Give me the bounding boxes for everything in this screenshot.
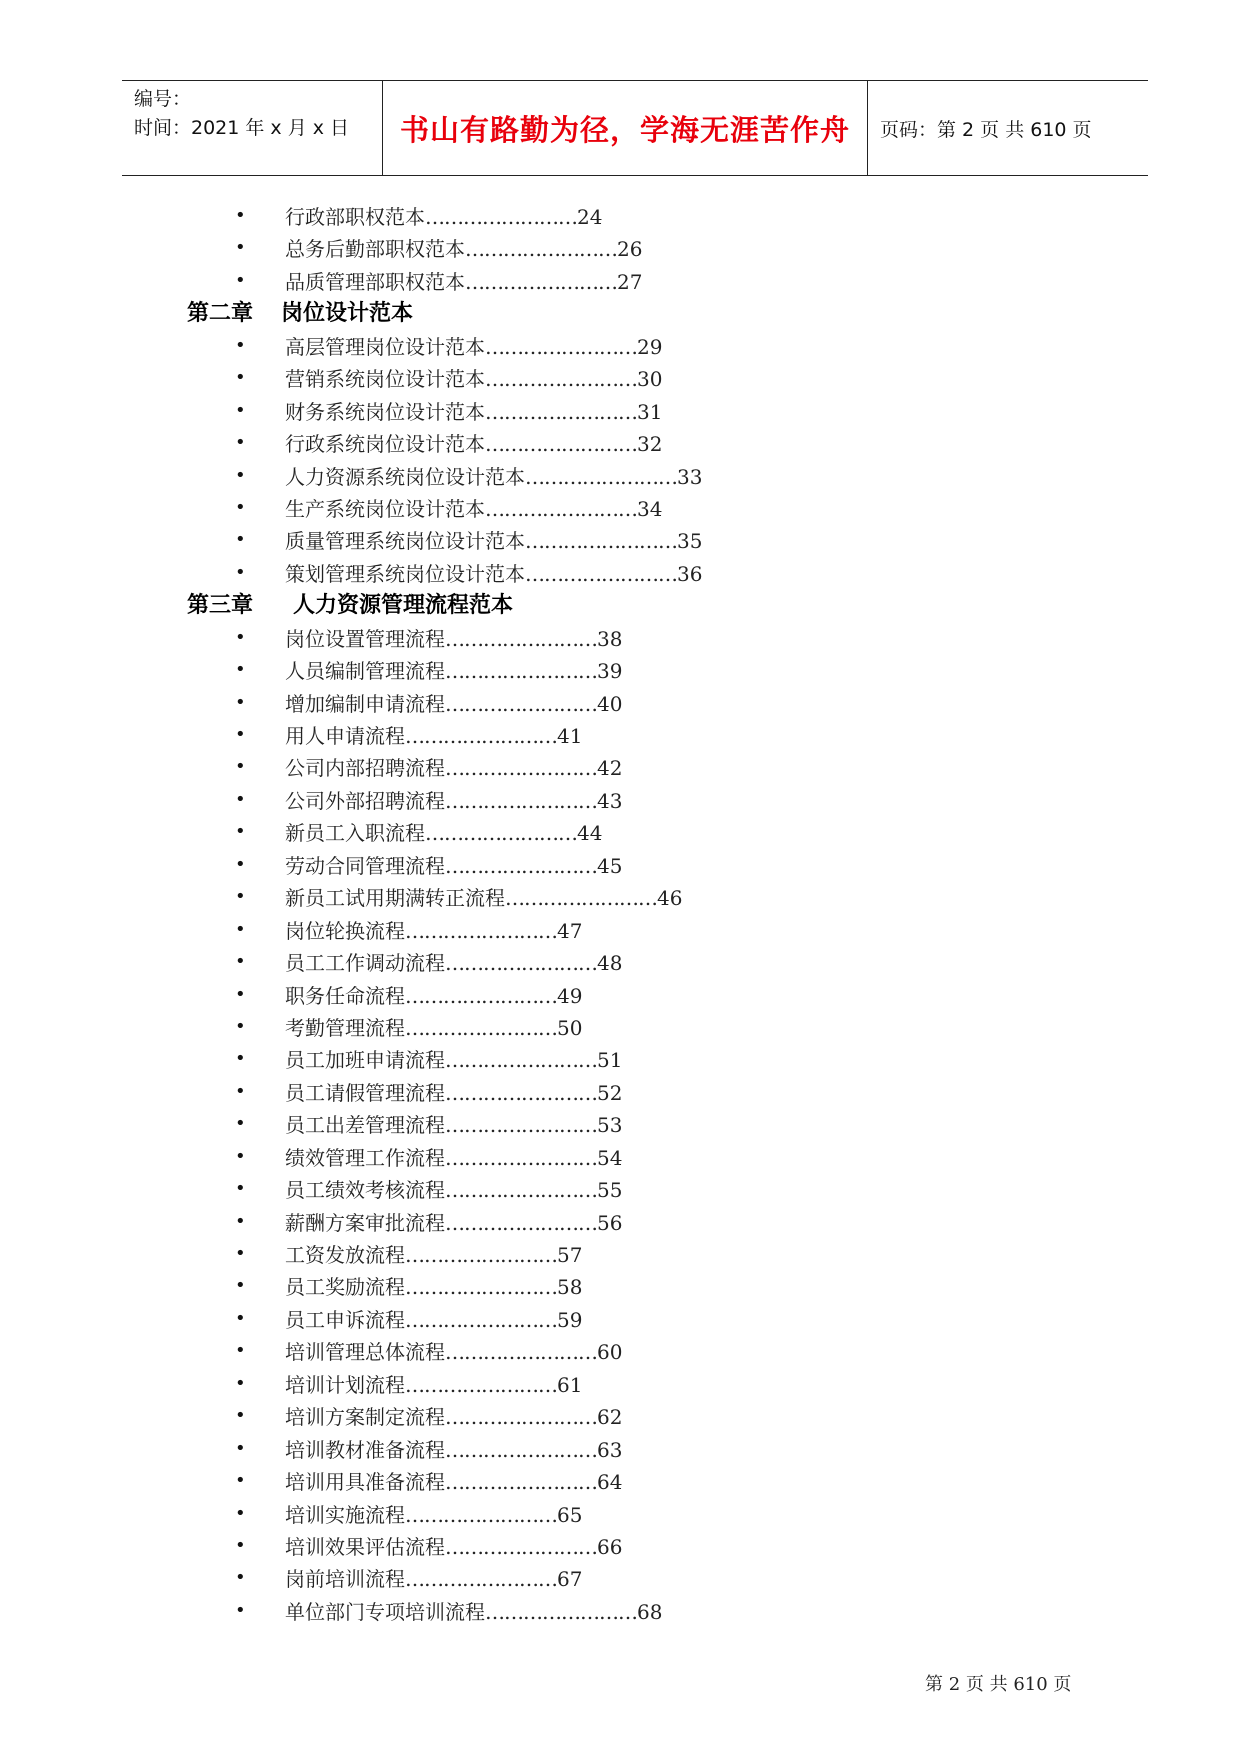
toc-item xyxy=(0,1111,1241,1143)
toc-item xyxy=(0,1079,1241,1111)
toc-entry-title: 总务后勤部职权范本 xyxy=(285,237,465,262)
toc-entry-title: 人员编制管理流程 xyxy=(285,659,445,684)
toc-page-number: 64 xyxy=(597,1470,623,1495)
toc-page-number: 50 xyxy=(557,1015,583,1040)
toc-page-number: 44 xyxy=(577,821,603,846)
toc-leader: …………………… xyxy=(405,1275,557,1300)
header-page-info: 页码：第 2 页 共 610 页 xyxy=(880,118,1092,141)
toc-entry-title: 培训教材准备流程 xyxy=(285,1437,445,1462)
bullet-icon: • xyxy=(235,853,246,875)
toc-item xyxy=(0,884,1241,916)
toc-entry-title: 人力资源系统岗位设计范本 xyxy=(285,464,525,489)
toc-page-number: 54 xyxy=(597,1145,623,1170)
bullet-icon: • xyxy=(235,788,246,810)
toc-entry xyxy=(285,1241,582,1269)
toc-entry xyxy=(285,1111,622,1139)
bullet-icon: • xyxy=(235,1048,246,1070)
bullet-icon: • xyxy=(235,724,246,745)
toc-entry-title: 岗前培训流程 xyxy=(285,1567,405,1592)
toc-entry xyxy=(285,1014,582,1042)
toc-leader: …………………… xyxy=(425,205,577,229)
toc-leader: …………………… xyxy=(405,724,557,748)
toc-entry-title: 绩效管理工作流程 xyxy=(285,1145,445,1170)
toc-entry xyxy=(285,949,622,977)
toc-page-number: 61 xyxy=(557,1372,583,1397)
toc-page-number: 48 xyxy=(597,951,623,976)
toc-entry-title: 公司内部招聘流程 xyxy=(285,756,445,781)
toc-entry xyxy=(285,1565,582,1593)
toc-item xyxy=(0,1468,1241,1500)
toc-leader: …………………… xyxy=(425,821,577,846)
bullet-icon: • xyxy=(235,1372,246,1394)
toc-entry-title: 增加编制申请流程 xyxy=(285,691,445,716)
toc-page-number: 68 xyxy=(637,1599,663,1624)
toc-entry-title: 营销系统岗位设计范本 xyxy=(285,367,485,392)
toc-entry-title: 岗位轮换流程 xyxy=(285,918,405,943)
toc-page-number: 67 xyxy=(557,1567,583,1592)
toc-item xyxy=(0,1371,1241,1403)
toc-entry xyxy=(285,1079,622,1107)
bullet-icon: • xyxy=(235,691,246,713)
chapter-title: 岗位设计范本 xyxy=(281,301,414,327)
chapter-heading xyxy=(187,592,513,620)
toc-item xyxy=(0,1014,1241,1046)
toc-page-number: 33 xyxy=(677,464,703,489)
toc-entry xyxy=(285,1176,622,1204)
toc-page-number: 66 xyxy=(597,1534,623,1559)
toc-leader: …………………… xyxy=(445,659,597,684)
bullet-icon: • xyxy=(235,918,246,940)
toc-leader: …………………… xyxy=(405,1372,557,1397)
bullet-icon: • xyxy=(235,1113,246,1135)
bullet-icon: • xyxy=(235,496,246,518)
toc-item xyxy=(0,754,1241,786)
toc-leader: …………………… xyxy=(445,951,597,976)
bullet-icon: • xyxy=(235,205,246,226)
toc-entry xyxy=(285,982,582,1010)
toc-entry-title: 策划管理系统岗位设计范本 xyxy=(285,561,525,586)
toc-page-number: 31 xyxy=(637,399,663,424)
toc-item xyxy=(0,1273,1241,1305)
toc-entry xyxy=(285,657,622,685)
toc-leader: …………………… xyxy=(405,1567,557,1592)
toc-entry xyxy=(285,1306,582,1334)
toc-leader: …………………… xyxy=(445,1145,597,1170)
toc-item xyxy=(0,657,1241,689)
toc-entry xyxy=(285,1468,622,1496)
bullet-icon: • xyxy=(235,626,246,648)
toc-item xyxy=(0,235,1241,267)
toc-entry xyxy=(285,754,622,782)
toc-item xyxy=(0,949,1241,981)
bullet-icon: • xyxy=(235,1080,246,1102)
toc-page-number: 59 xyxy=(557,1307,583,1332)
toc-item xyxy=(0,1501,1241,1533)
toc-leader: …………………… xyxy=(445,1340,597,1365)
toc-page-number: 26 xyxy=(617,237,643,262)
bullet-icon: • xyxy=(235,432,246,454)
header-motto: 书山有路勤为径，学海无涯苦作舟 xyxy=(382,81,868,175)
toc-entry-title: 员工加班申请流程 xyxy=(285,1048,445,1073)
table-of-contents xyxy=(0,203,1241,1630)
toc-page-number: 36 xyxy=(677,561,703,586)
toc-entry-title: 质量管理系统岗位设计范本 xyxy=(285,529,525,554)
toc-page-number: 45 xyxy=(597,853,623,878)
toc-item xyxy=(0,1436,1241,1468)
bullet-icon: • xyxy=(235,399,246,421)
toc-item xyxy=(0,333,1241,365)
toc-leader: …………………… xyxy=(485,399,637,424)
toc-entry-title: 员工申诉流程 xyxy=(285,1307,405,1332)
toc-entry-title: 培训计划流程 xyxy=(285,1372,405,1397)
bullet-icon: • xyxy=(235,464,246,486)
toc-leader: …………………… xyxy=(485,334,637,359)
toc-entry xyxy=(285,722,582,750)
toc-leader: …………………… xyxy=(485,1599,637,1624)
toc-leader: …………………… xyxy=(445,691,597,716)
toc-page-number: 65 xyxy=(557,1502,583,1527)
toc-page-number: 63 xyxy=(597,1437,623,1462)
toc-entry xyxy=(285,787,622,815)
toc-leader: …………………… xyxy=(525,464,677,489)
toc-leader: …………………… xyxy=(485,496,637,521)
toc-page-number: 30 xyxy=(637,367,663,392)
bullet-icon: • xyxy=(235,951,246,973)
toc-entry xyxy=(285,690,622,718)
toc-entry xyxy=(285,333,662,361)
toc-entry-title: 培训管理总体流程 xyxy=(285,1340,445,1365)
toc-leader: …………………… xyxy=(525,529,677,554)
toc-page-number: 41 xyxy=(557,724,583,748)
toc-leader: …………………… xyxy=(405,1502,557,1527)
bullet-icon: • xyxy=(235,1210,246,1232)
toc-item xyxy=(0,1403,1241,1435)
toc-leader: …………………… xyxy=(405,918,557,943)
toc-entry xyxy=(285,235,642,263)
toc-page-number: 43 xyxy=(597,788,623,813)
bullet-icon: • xyxy=(235,269,246,291)
toc-entry xyxy=(285,398,662,426)
toc-entry xyxy=(285,495,662,523)
toc-page-number: 62 xyxy=(597,1405,623,1430)
bullet-icon: • xyxy=(235,1567,246,1589)
toc-entry-title: 公司外部招聘流程 xyxy=(285,788,445,813)
chapter-label: 第三章 xyxy=(187,593,254,619)
toc-item xyxy=(0,527,1241,559)
toc-item xyxy=(0,365,1241,397)
toc-entry-title: 薪酬方案审批流程 xyxy=(285,1210,445,1235)
toc-entry-title: 高层管理岗位设计范本 xyxy=(285,334,485,359)
toc-page-number: 49 xyxy=(557,983,583,1008)
toc-leader: …………………… xyxy=(445,1470,597,1495)
toc-entry-title: 新员工试用期满转正流程 xyxy=(285,886,505,911)
toc-page-number: 40 xyxy=(597,691,623,716)
toc-item xyxy=(0,1306,1241,1338)
toc-entry xyxy=(285,884,682,912)
bullet-icon: • xyxy=(235,334,246,356)
toc-entry xyxy=(285,1338,622,1366)
toc-page-number: 47 xyxy=(557,918,583,943)
toc-leader: …………………… xyxy=(405,1243,557,1267)
toc-item xyxy=(0,463,1241,495)
toc-entry xyxy=(285,917,582,945)
bullet-icon: • xyxy=(235,983,246,1005)
toc-entry xyxy=(285,819,602,847)
toc-item xyxy=(0,722,1241,754)
toc-item xyxy=(0,852,1241,884)
bullet-icon: • xyxy=(235,1145,246,1167)
toc-leader: …………………… xyxy=(445,1437,597,1462)
toc-leader: …………………… xyxy=(445,626,597,651)
toc-leader: …………………… xyxy=(405,1307,557,1332)
bullet-icon: • xyxy=(235,1340,246,1362)
bullet-icon: • xyxy=(235,886,246,908)
toc-entry-title: 考勤管理流程 xyxy=(285,1015,405,1040)
bullet-icon: • xyxy=(235,367,246,389)
toc-entry xyxy=(285,430,662,458)
toc-leader: …………………… xyxy=(445,1405,597,1430)
toc-item xyxy=(0,1338,1241,1370)
toc-item xyxy=(0,203,1241,235)
bullet-icon: • xyxy=(235,1599,246,1621)
bullet-icon: • xyxy=(235,756,246,778)
toc-entry xyxy=(285,1533,622,1561)
toc-leader: …………………… xyxy=(525,561,677,586)
bullet-icon: • xyxy=(235,561,246,583)
toc-entry-title: 员工请假管理流程 xyxy=(285,1080,445,1105)
chapter-label: 第二章 xyxy=(187,301,254,327)
bullet-icon: • xyxy=(235,1275,246,1297)
toc-item xyxy=(0,917,1241,949)
toc-page-number: 56 xyxy=(597,1210,623,1235)
toc-entry-title: 培训用具准备流程 xyxy=(285,1470,445,1495)
toc-item xyxy=(0,787,1241,819)
toc-leader: …………………… xyxy=(445,1178,597,1203)
toc-leader: …………………… xyxy=(465,269,617,294)
toc-item xyxy=(0,982,1241,1014)
toc-leader: …………………… xyxy=(405,1015,557,1040)
time-label: 时间：2021 年 x 月 x 日 xyxy=(134,117,350,139)
toc-entry xyxy=(285,203,602,231)
bullet-icon: • xyxy=(235,1178,246,1200)
toc-page-number: 55 xyxy=(597,1178,623,1203)
toc-entry xyxy=(285,852,622,880)
toc-entry-title: 劳动合同管理流程 xyxy=(285,853,445,878)
toc-entry-title: 单位部门专项培训流程 xyxy=(285,1599,485,1624)
toc-item xyxy=(0,819,1241,851)
toc-leader: …………………… xyxy=(445,853,597,878)
toc-entry-title: 培训效果评估流程 xyxy=(285,1534,445,1559)
toc-entry xyxy=(285,1371,582,1399)
toc-page-number: 27 xyxy=(617,269,643,294)
toc-item xyxy=(0,690,1241,722)
bullet-icon: • xyxy=(235,1470,246,1492)
page-header xyxy=(122,80,1148,176)
bullet-icon: • xyxy=(235,659,246,681)
toc-page-number: 52 xyxy=(597,1080,623,1105)
toc-page-number: 46 xyxy=(657,886,683,911)
toc-entry-title: 品质管理部职权范本 xyxy=(285,269,465,294)
toc-leader: …………………… xyxy=(405,983,557,1008)
toc-entry xyxy=(285,527,702,555)
toc-entry xyxy=(285,1436,622,1464)
toc-leader: …………………… xyxy=(445,1048,597,1073)
toc-item xyxy=(0,430,1241,462)
toc-page-number: 53 xyxy=(597,1113,623,1138)
toc-item xyxy=(0,625,1241,657)
toc-entry xyxy=(285,1501,582,1529)
toc-leader: …………………… xyxy=(485,367,637,392)
toc-item xyxy=(0,560,1241,592)
bullet-icon: • xyxy=(235,529,246,551)
toc-page-number: 24 xyxy=(577,205,603,229)
bullet-icon: • xyxy=(235,1243,246,1264)
toc-page-number: 51 xyxy=(597,1048,623,1073)
toc-entry-title: 员工工作调动流程 xyxy=(285,951,445,976)
toc-item xyxy=(0,1241,1241,1273)
toc-entry xyxy=(285,1598,662,1626)
bullet-icon: • xyxy=(235,1405,246,1427)
toc-entry-title: 用人申请流程 xyxy=(285,724,405,748)
toc-entry xyxy=(285,365,662,393)
bullet-icon: • xyxy=(235,1437,246,1459)
toc-item xyxy=(0,1176,1241,1208)
toc-page-number: 60 xyxy=(597,1340,623,1365)
toc-entry-title: 员工出差管理流程 xyxy=(285,1113,445,1138)
toc-page-number: 58 xyxy=(557,1275,583,1300)
bullet-icon: • xyxy=(235,821,246,843)
toc-page-number: 38 xyxy=(597,626,623,651)
toc-item xyxy=(0,1533,1241,1565)
toc-page-number: 34 xyxy=(637,496,663,521)
header-meta xyxy=(122,81,382,175)
bullet-icon: • xyxy=(235,237,246,259)
toc-entry xyxy=(285,1046,622,1074)
chapter-title: 人力资源管理流程范本 xyxy=(293,593,514,619)
bullet-icon: • xyxy=(235,1015,246,1037)
toc-leader: …………………… xyxy=(445,1210,597,1235)
toc-item xyxy=(0,398,1241,430)
toc-entry-title: 财务系统岗位设计范本 xyxy=(285,399,485,424)
toc-entry xyxy=(285,1144,622,1172)
toc-page-number: 35 xyxy=(677,529,703,554)
toc-item xyxy=(0,268,1241,300)
toc-entry-title: 新员工入职流程 xyxy=(285,821,425,846)
toc-entry xyxy=(285,268,642,296)
toc-entry-title: 行政部职权范本 xyxy=(285,205,425,229)
toc-chapter xyxy=(0,592,1241,624)
toc-item xyxy=(0,1209,1241,1241)
toc-leader: …………………… xyxy=(445,788,597,813)
toc-entry-title: 员工绩效考核流程 xyxy=(285,1178,445,1203)
toc-chapter xyxy=(0,300,1241,332)
toc-item xyxy=(0,1144,1241,1176)
bullet-icon: • xyxy=(235,1534,246,1556)
toc-leader: …………………… xyxy=(505,886,657,911)
toc-page-number: 29 xyxy=(637,334,663,359)
chapter-heading xyxy=(187,300,413,328)
toc-entry xyxy=(285,1403,622,1431)
number-label: 编号： xyxy=(134,88,192,110)
toc-leader: …………………… xyxy=(445,1080,597,1105)
toc-page-number: 42 xyxy=(597,756,623,781)
toc-item xyxy=(0,495,1241,527)
toc-entry xyxy=(285,560,702,588)
toc-leader: …………………… xyxy=(445,1113,597,1138)
toc-page-number: 39 xyxy=(597,659,623,684)
toc-leader: …………………… xyxy=(485,432,637,457)
toc-page-number: 57 xyxy=(557,1243,583,1267)
toc-item xyxy=(0,1046,1241,1078)
toc-entry-title: 生产系统岗位设计范本 xyxy=(285,496,485,521)
toc-item xyxy=(0,1598,1241,1630)
toc-entry-title: 培训方案制定流程 xyxy=(285,1405,445,1430)
toc-item xyxy=(0,1565,1241,1597)
bullet-icon: • xyxy=(235,1307,246,1329)
toc-leader: …………………… xyxy=(465,237,617,262)
toc-entry-title: 员工奖励流程 xyxy=(285,1275,405,1300)
toc-leader: …………………… xyxy=(445,1534,597,1559)
toc-entry xyxy=(285,1273,582,1301)
toc-page-number: 32 xyxy=(637,432,663,457)
toc-entry xyxy=(285,625,622,653)
toc-entry-title: 岗位设置管理流程 xyxy=(285,626,445,651)
toc-entry xyxy=(285,1209,622,1237)
toc-leader: …………………… xyxy=(445,756,597,781)
bullet-icon: • xyxy=(235,1502,246,1524)
toc-entry-title: 行政系统岗位设计范本 xyxy=(285,432,485,457)
toc-entry-title: 工资发放流程 xyxy=(285,1243,405,1267)
toc-entry-title: 培训实施流程 xyxy=(285,1502,405,1527)
toc-entry-title: 职务任命流程 xyxy=(285,983,405,1008)
toc-entry xyxy=(285,463,702,491)
page-footer: 第 2 页 共 610 页 xyxy=(925,1674,1072,1695)
